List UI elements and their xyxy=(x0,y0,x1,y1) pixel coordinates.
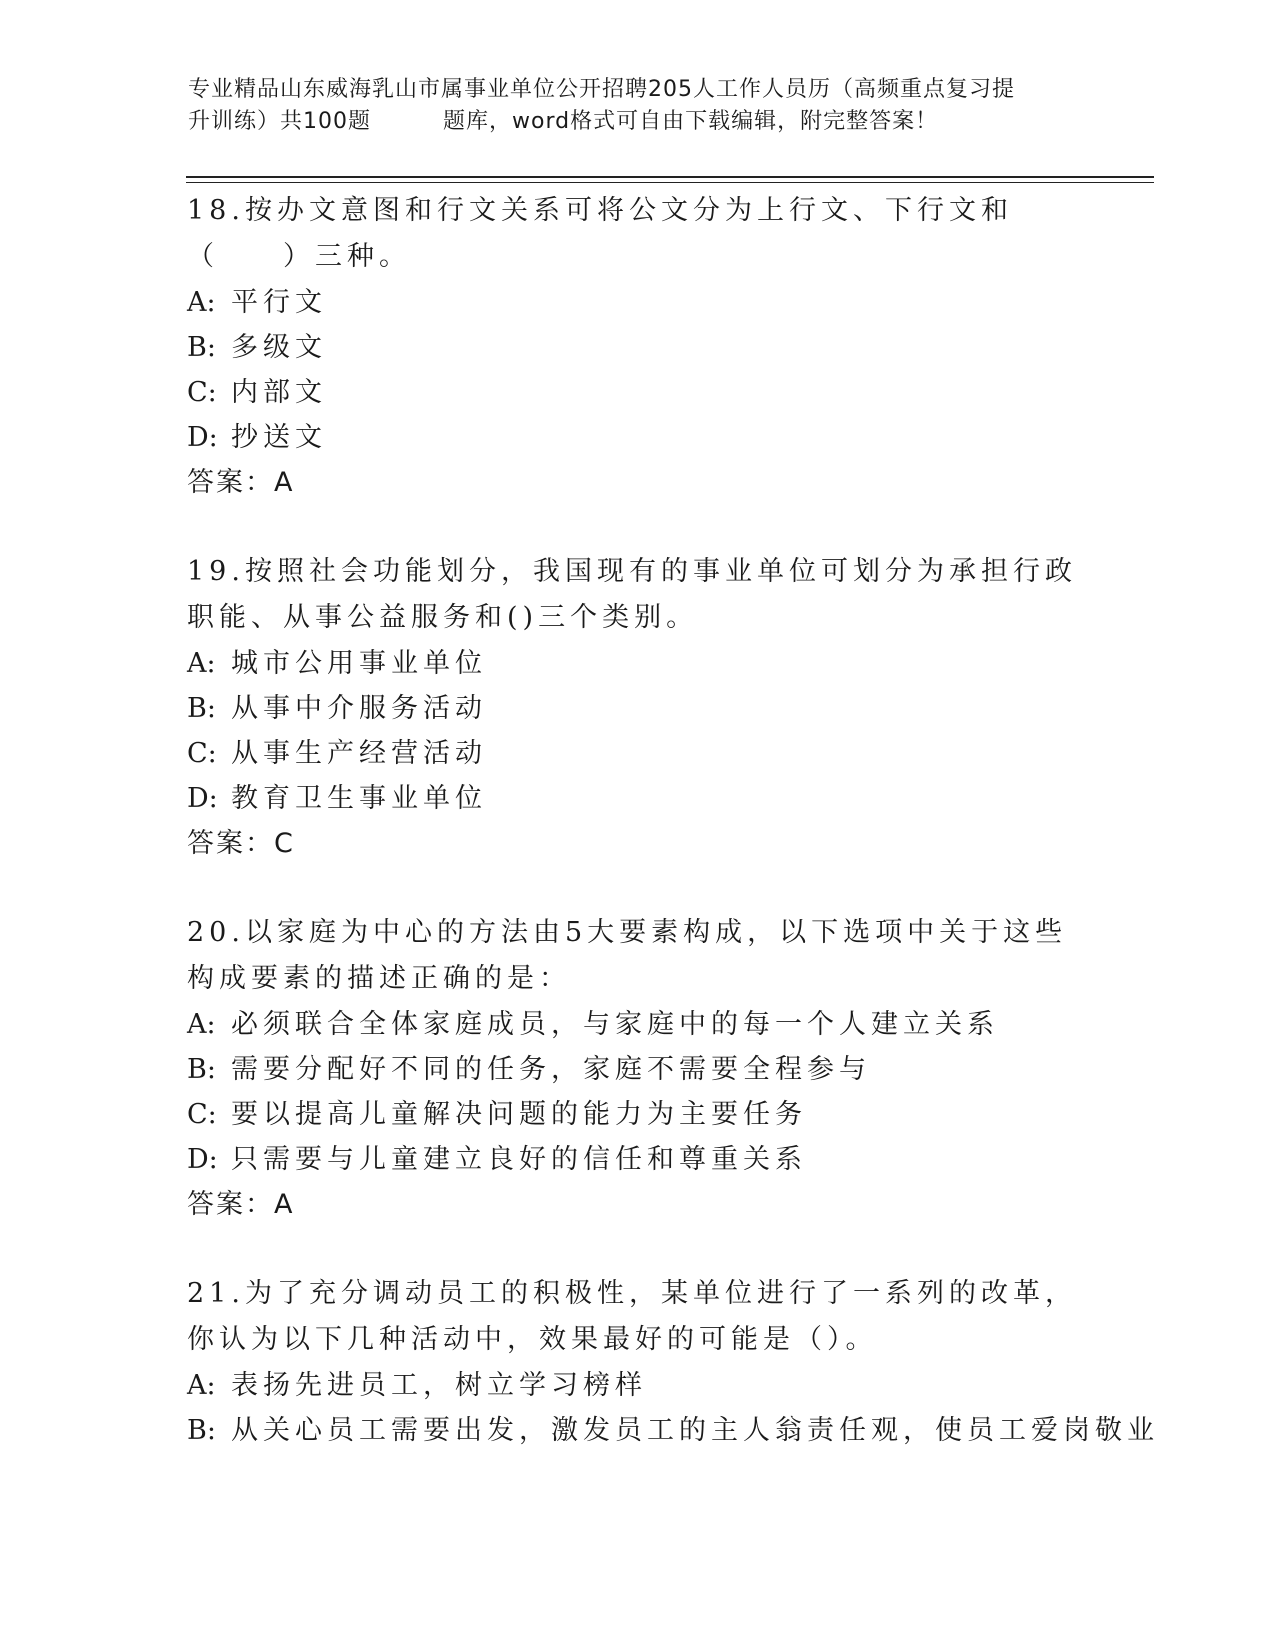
option-d xyxy=(187,776,1087,821)
option-key: C: xyxy=(187,1099,217,1130)
header-divider-thin xyxy=(186,182,1154,183)
header-title-line-1: 专业精品山东威海乳山市属事业单位公开招聘205人工作人员历（高频重点复习提 xyxy=(188,77,1015,102)
answer: 答案：A xyxy=(187,1189,295,1220)
option-text: 多级文 xyxy=(231,332,327,363)
option-text: 平行文 xyxy=(231,287,327,318)
option-text: 教育卫生事业单位 xyxy=(231,783,487,814)
option-key: A: xyxy=(187,287,216,318)
option-text: 内部文 xyxy=(231,377,327,408)
option-b xyxy=(187,325,1087,370)
option-key: B: xyxy=(187,332,216,363)
page-header xyxy=(188,74,1088,138)
option-b xyxy=(187,686,1087,731)
option-d xyxy=(187,1137,1087,1182)
question-text: 19.按照社会功能划分，我国现有的事业单位可划分为承担行政职能、从事公益服务和()三个类别。 xyxy=(187,556,1077,633)
option-text: 必须联合全体家庭成员，与家庭中的每一个人建立关系 xyxy=(231,1009,999,1040)
option-b xyxy=(187,1047,1087,1092)
question-20 xyxy=(187,910,1087,1227)
option-text: 从关心员工需要出发，激发员工的主人翁责任观，使员工爱岗敬业 xyxy=(231,1415,1159,1446)
question-text: 21.为了充分调动员工的积极性，某单位进行了一系列的改革，你认为以下几种活动中，效果最好的可能是（）。 xyxy=(187,1278,1077,1355)
option-text: 需要分配好不同的任务，家庭不需要全程参与 xyxy=(231,1054,871,1085)
option-c xyxy=(187,1092,1087,1137)
question-18 xyxy=(187,188,1087,505)
option-key: B: xyxy=(187,1054,216,1085)
header-title-line-2 xyxy=(188,106,1088,138)
option-key: D: xyxy=(187,422,218,453)
option-text: 表扬先进员工，树立学习榜样 xyxy=(231,1370,647,1401)
option-key: B: xyxy=(187,1415,216,1446)
option-key: C: xyxy=(187,738,217,769)
question-19 xyxy=(187,549,1087,866)
option-a xyxy=(187,641,1087,686)
option-key: C: xyxy=(187,377,217,408)
answer: 答案：C xyxy=(187,828,295,859)
option-a xyxy=(187,280,1087,325)
option-c xyxy=(187,370,1087,415)
option-text: 要以提高儿童解决问题的能力为主要任务 xyxy=(231,1099,807,1130)
option-key: B: xyxy=(187,693,216,724)
option-a xyxy=(187,1363,1087,1408)
option-key: A: xyxy=(187,648,216,679)
answer: 答案：A xyxy=(187,467,295,498)
question-21 xyxy=(187,1271,1159,1453)
option-text: 城市公用事业单位 xyxy=(231,648,487,679)
option-b xyxy=(187,1408,1159,1453)
header-description: 题库，word格式可自由下载编辑，附完整答案！ xyxy=(443,109,939,134)
option-text: 从事生产经营活动 xyxy=(231,738,487,769)
question-text: 20.以家庭为中心的方法由5大要素构成，以下选项中关于这些构成要素的描述正确的是： xyxy=(187,917,1068,994)
option-key: A: xyxy=(187,1370,216,1401)
option-text: 抄送文 xyxy=(231,422,327,453)
option-d xyxy=(187,415,1087,460)
option-key: D: xyxy=(187,783,218,814)
option-key: A: xyxy=(187,1009,216,1040)
header-count: 升训练）共100题 xyxy=(188,109,371,134)
header-divider-thick xyxy=(186,176,1154,178)
question-list xyxy=(187,188,1159,1497)
option-text: 只需要与儿童建立良好的信任和尊重关系 xyxy=(231,1144,807,1175)
option-c xyxy=(187,731,1087,776)
option-key: D: xyxy=(187,1144,218,1175)
option-a xyxy=(187,1002,1087,1047)
question-text: 18.按办文意图和行文关系可将公文分为上行文、下行文和（ ）三种。 xyxy=(187,195,1013,272)
option-text: 从事中介服务活动 xyxy=(231,693,487,724)
